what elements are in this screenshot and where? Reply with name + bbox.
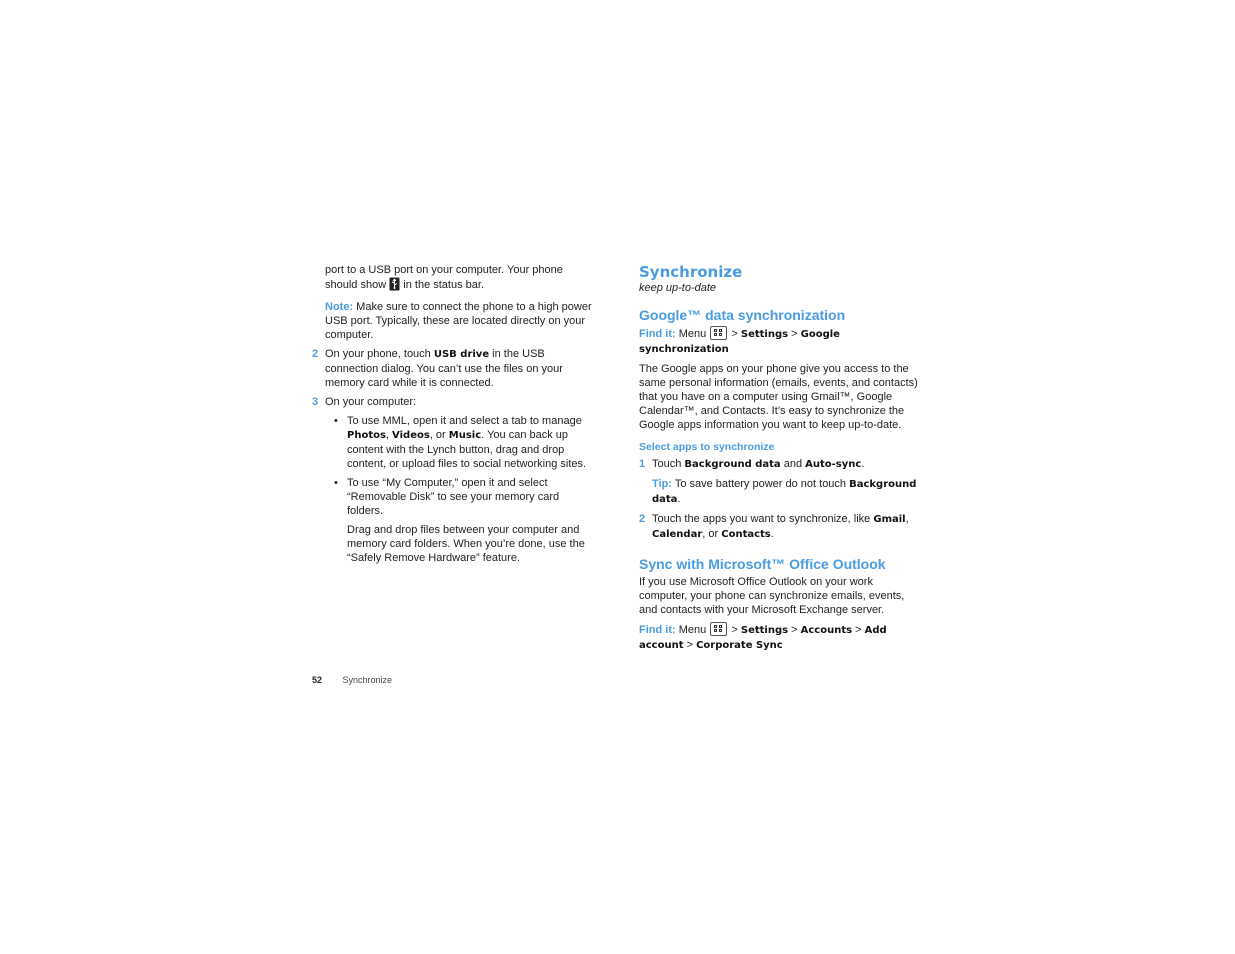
bullet-dot: • (334, 415, 338, 427)
right-column (639, 263, 923, 658)
drag-drop-paragraph: Drag and drop files between your computer and memory card folders. When you’re done, use the “Safely Remove Hardware” feature. (347, 524, 585, 564)
select-apps-heading: Select apps to synchronize (639, 441, 775, 453)
page-number: 52 (312, 675, 323, 685)
step-2: 2 On your phone, touch USB drive in the USB connection dialog. You can’t use the files on your memory card while it is connected. (312, 348, 563, 389)
google-paragraph: The Google apps on your phone give you access to the same personal information (emails, events, and contacts) that you have on a computer using Gmail™, Google Calendar™, and Contacts. It’s easy to synchronize the Google apps information you want to keep up-to-date. (639, 363, 918, 431)
bullet-my-computer: • To use “My Computer,” open it and select “Removable Disk” to see your memory card folders. (334, 477, 560, 517)
sync-step-2: 2 Touch the apps you want to synchronize, like Gmail, Calendar, or Contacts. (639, 513, 909, 540)
bullet-mml: • To use MML, open it and select a tab to manage Photos, Videos, or Music. You can back up content with the Lynch button, drag and drop content, or upload files to social networking sites. (334, 415, 587, 470)
google-sync-heading: Google™ data synchronization (639, 307, 846, 323)
page-subtitle: keep up-to-date (639, 282, 717, 294)
menu-key-icon (710, 326, 727, 340)
menu-key-icon (710, 622, 727, 636)
page-title: Synchronize (639, 263, 743, 281)
outlook-heading: Sync with Microsoft™ Office Outlook (639, 556, 886, 572)
bullet-dot: • (334, 477, 338, 489)
find-it-outlook: Find it: Menu > Settings > Accounts > Add account > Corporate Sync (639, 624, 887, 651)
usb-status-icon (389, 277, 400, 295)
left-column (312, 263, 597, 570)
tip-paragraph: Tip: To save battery power do not touch Background data. (652, 478, 917, 505)
outlook-paragraph: If you use Microsoft Office Outlook on your work computer, your phone can synchronize emails, events, and contacts with your Microsoft Exchange server. (639, 576, 905, 616)
step-3: 3 On your computer: (312, 396, 417, 408)
note-paragraph: Note: Make sure to connect the phone to a high power USB port. Typically, these are located directly on your computer. (325, 301, 592, 341)
footer-section: Synchronize (342, 675, 393, 685)
find-it-google: Find it: Menu > Settings > Google synchronization (639, 328, 840, 355)
intro-paragraph: port to a USB port on your computer. Your phone should show in the status bar. (312, 263, 597, 295)
page-footer (312, 673, 392, 687)
sync-step-1: 1 Touch Background data and Auto-sync. (639, 458, 865, 470)
